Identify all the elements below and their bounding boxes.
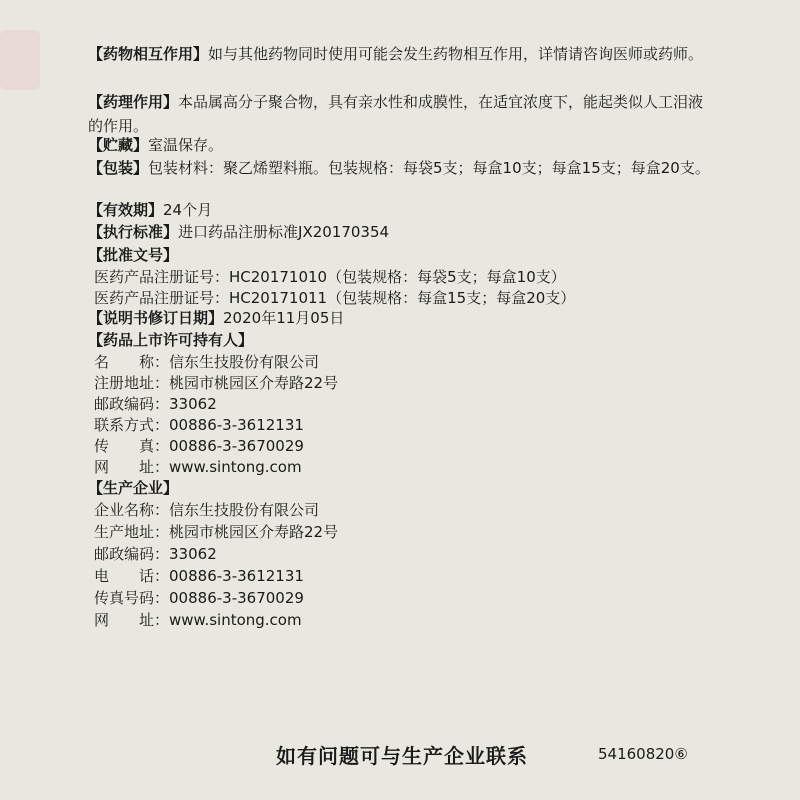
manufacturer-name: 企业名称：信东生技股份有限公司 (94, 501, 320, 519)
approval-line-1: 医药产品注册证号：HC20171010（包装规格：每袋5支；每盒10支） (94, 268, 566, 286)
standard-section (88, 220, 389, 244)
manufacturer-zip: 邮政编码：33062 (94, 545, 217, 563)
revision-text: 2020年11月05日 (223, 309, 345, 327)
validity-section (88, 198, 212, 222)
standard-label: 【执行标准】 (88, 223, 179, 241)
storage-text: 室温保存。 (148, 136, 224, 154)
revision-section (88, 306, 344, 330)
holder-website: 网 址：www.sintong.com (94, 458, 302, 476)
pharmacology-label: 【药理作用】 (88, 93, 179, 111)
document-code: 54160820⑥ (598, 745, 688, 763)
validity-text: 24个月 (163, 201, 213, 219)
holder-label: 【药品上市许可持有人】 (88, 331, 254, 349)
interactions-label: 【药物相互作用】 (88, 45, 209, 63)
manufacturer-phone: 电 话：00886-3-3612131 (94, 567, 304, 585)
interactions-section (88, 42, 718, 66)
pharmacology-text: 本品属高分子聚合物，具有亲水性和成膜性，在适宜浓度下，能起类似人工泪液的作用。 (88, 93, 704, 135)
interactions-text: 如与其他药物同时使用可能会发生药物相互作用，详情请咨询医师或药师。 (208, 45, 704, 63)
holder-name: 名 称：信东生技股份有限公司 (94, 353, 320, 371)
packaging-section (88, 156, 718, 180)
storage-label: 【贮藏】 (88, 136, 149, 154)
holder-zip: 邮政编码：33062 (94, 395, 217, 413)
standard-text: 进口药品注册标准JX20170354 (178, 223, 390, 241)
manufacturer-fax: 传真号码：00886-3-3670029 (94, 589, 304, 607)
revision-label: 【说明书修订日期】 (88, 309, 224, 327)
contact-note: 如有问题可与生产企业联系 (276, 744, 528, 768)
approval-label: 【批准文号】 (88, 246, 179, 264)
packaging-label: 【包装】 (88, 159, 149, 177)
manufacturer-label: 【生产企业】 (88, 479, 179, 497)
storage-section (88, 133, 223, 157)
holder-phone: 联系方式：00886-3-3612131 (94, 416, 304, 434)
pharmacology-section (88, 90, 718, 138)
bleed-seal (0, 30, 40, 90)
holder-fax: 传 真：00886-3-3670029 (94, 437, 304, 455)
approval-line-2: 医药产品注册证号：HC20171011（包装规格：每盒15支；每盒20支） (94, 289, 576, 307)
manufacturer-address: 生产地址：桃园市桃园区介寿路22号 (94, 523, 339, 541)
holder-address: 注册地址：桃园市桃园区介寿路22号 (94, 374, 339, 392)
validity-label: 【有效期】 (88, 201, 164, 219)
manufacturer-website: 网 址：www.sintong.com (94, 611, 302, 629)
packaging-text: 包装材料：聚乙烯塑料瓶。包装规格：每袋5支；每盒10支；每盒15支；每盒20支。 (148, 159, 710, 177)
